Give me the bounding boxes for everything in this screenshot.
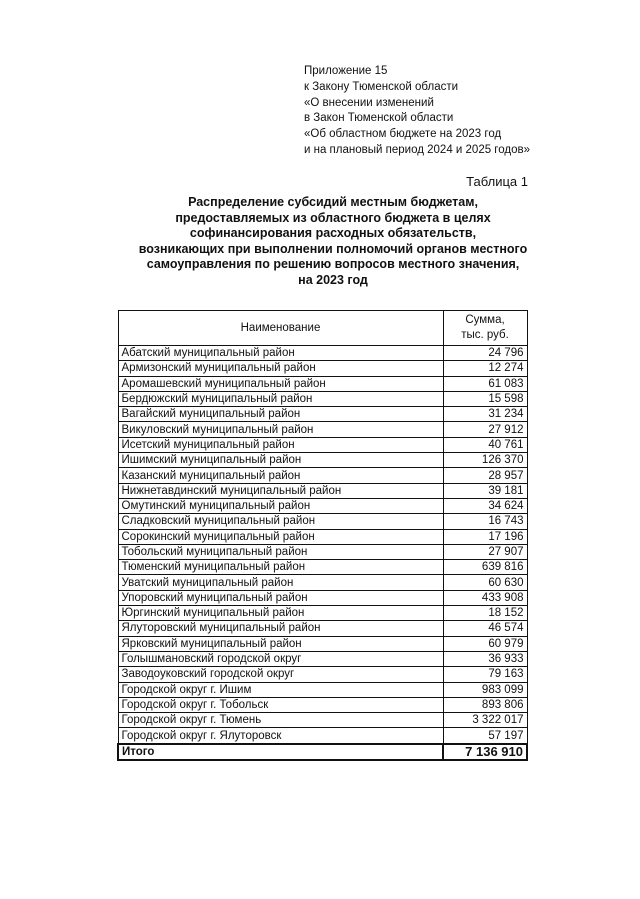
title-line: на 2023 год: [298, 272, 368, 287]
table-row: [118, 437, 527, 452]
subsidy-amount: 126 370: [443, 453, 527, 468]
subsidy-amount: 983 099: [443, 682, 527, 697]
table-row: [118, 651, 527, 666]
appendix-line: Приложение 15: [304, 65, 388, 77]
table-row: [118, 391, 527, 406]
municipality-name: Ярковский муниципальный район: [118, 636, 443, 651]
title-line: предоставляемых из областного бюджета в целях: [175, 210, 491, 225]
subsidy-amount: 28 957: [443, 468, 527, 483]
table-row: [118, 636, 527, 651]
table-row: [118, 621, 527, 636]
table-label: Таблица 1: [466, 174, 528, 189]
municipality-name: Голышмановский городской округ: [118, 651, 443, 666]
municipality-name: Уватский муниципальный район: [118, 575, 443, 590]
municipality-name: Казанский муниципальный район: [118, 468, 443, 483]
municipality-name: Юргинский муниципальный район: [118, 606, 443, 621]
subsidy-amount: 3 322 017: [443, 713, 527, 728]
table-row: [118, 407, 527, 422]
document-title: [110, 195, 556, 289]
table-row: [118, 422, 527, 437]
municipality-name: Городской округ г. Ялуторовск: [118, 728, 443, 744]
municipality-name: Городской округ г. Тобольск: [118, 697, 443, 712]
total-sum: 7 136 910: [443, 744, 527, 760]
subsidy-amount: 27 912: [443, 422, 527, 437]
subsidy-amount: 31 234: [443, 407, 527, 422]
municipality-name: Исетский муниципальный район: [118, 437, 443, 452]
table-row: [118, 514, 527, 529]
table-row: [118, 346, 527, 361]
subsidy-amount: 39 181: [443, 483, 527, 498]
municipality-name: Заводоуковский городской округ: [118, 667, 443, 682]
subsidy-amount: 12 274: [443, 361, 527, 376]
municipality-name: Упоровский муниципальный район: [118, 590, 443, 605]
table-row: [118, 498, 527, 513]
table-row: [118, 453, 527, 468]
municipality-name: Бердюжский муниципальный район: [118, 391, 443, 406]
subsidy-amount: 60 979: [443, 636, 527, 651]
municipality-name: Тюменский муниципальный район: [118, 560, 443, 575]
title-line: Распределение субсидий местным бюджетам,: [188, 195, 478, 209]
title-line: возникающих при выполнении полномочий органов местного: [138, 241, 528, 256]
subsidy-amount: 36 933: [443, 651, 527, 666]
table-row: [118, 544, 527, 559]
table-row: [118, 682, 527, 697]
column-header-name: Наименование: [118, 311, 443, 346]
subsidy-amount: 61 083: [443, 376, 527, 391]
table-row: [118, 575, 527, 590]
appendix-line: в Закон Тюменской области: [304, 112, 454, 125]
title-line: самоуправления по решению вопросов местного значения,: [146, 257, 520, 272]
total-row: [118, 744, 527, 760]
column-header-sum: [443, 311, 527, 346]
table-row: [118, 560, 527, 575]
subsidy-amount: 27 907: [443, 544, 527, 559]
table-row: [118, 483, 527, 498]
title-line: софинансирования расходных обязательств,: [189, 226, 477, 241]
subsidy-amount: 15 598: [443, 391, 527, 406]
appendix-line: «О внесении изменений: [304, 96, 434, 109]
subsidy-amount: 16 743: [443, 514, 527, 529]
appendix-line: к Закону Тюменской области: [304, 80, 459, 93]
municipality-name: Городской округ г. Ишим: [118, 682, 443, 697]
table-row: [118, 376, 527, 391]
municipality-name: Омутинский муниципальный район: [118, 498, 443, 513]
appendix-reference: [304, 64, 530, 159]
subsidy-amount: 79 163: [443, 667, 527, 682]
subsidy-amount: 893 806: [443, 697, 527, 712]
table-row: [118, 728, 527, 744]
appendix-line: и на плановый период 2024 и 2025 годов»: [304, 143, 530, 156]
municipality-name: Ишимский муниципальный район: [118, 453, 443, 468]
table-row: [118, 529, 527, 544]
subsidy-amount: 40 761: [443, 437, 527, 452]
column-header-sum-line2: тыс. руб.: [461, 329, 509, 341]
column-header-sum-line1: Сумма,: [465, 314, 505, 326]
table-body: [118, 346, 527, 744]
municipality-name: Городской округ г. Тюмень: [118, 713, 443, 728]
table-row: [118, 713, 527, 728]
subsidy-amount: 433 908: [443, 590, 527, 605]
municipality-name: Викуловский муниципальный район: [118, 422, 443, 437]
subsidy-table: [117, 310, 528, 761]
subsidy-amount: 60 630: [443, 575, 527, 590]
municipality-name: Тобольский муниципальный район: [118, 544, 443, 559]
municipality-name: Сорокинский муниципальный район: [118, 529, 443, 544]
municipality-name: Армизонский муниципальный район: [118, 361, 443, 376]
table-row: [118, 697, 527, 712]
table-row: [118, 667, 527, 682]
subsidy-amount: 34 624: [443, 498, 527, 513]
table-row: [118, 468, 527, 483]
municipality-name: Аромашевский муниципальный район: [118, 376, 443, 391]
table-row: [118, 606, 527, 621]
municipality-name: Вагайский муниципальный район: [118, 407, 443, 422]
municipality-name: Нижнетавдинский муниципальный район: [118, 483, 443, 498]
appendix-line: «Об областном бюджете на 2023 год: [304, 128, 502, 141]
municipality-name: Сладковский муниципальный район: [118, 514, 443, 529]
municipality-name: Абатский муниципальный район: [118, 346, 443, 361]
total-label: Итого: [118, 744, 443, 760]
subsidy-amount: 24 796: [443, 346, 527, 361]
subsidy-amount: 57 197: [443, 728, 527, 744]
subsidy-amount: 18 152: [443, 606, 527, 621]
subsidy-amount: 46 574: [443, 621, 527, 636]
subsidy-amount: 17 196: [443, 529, 527, 544]
table-row: [118, 361, 527, 376]
subsidy-amount: 639 816: [443, 560, 527, 575]
table-row: [118, 590, 527, 605]
table-header-row: [118, 311, 527, 346]
municipality-name: Ялуторовский муниципальный район: [118, 621, 443, 636]
